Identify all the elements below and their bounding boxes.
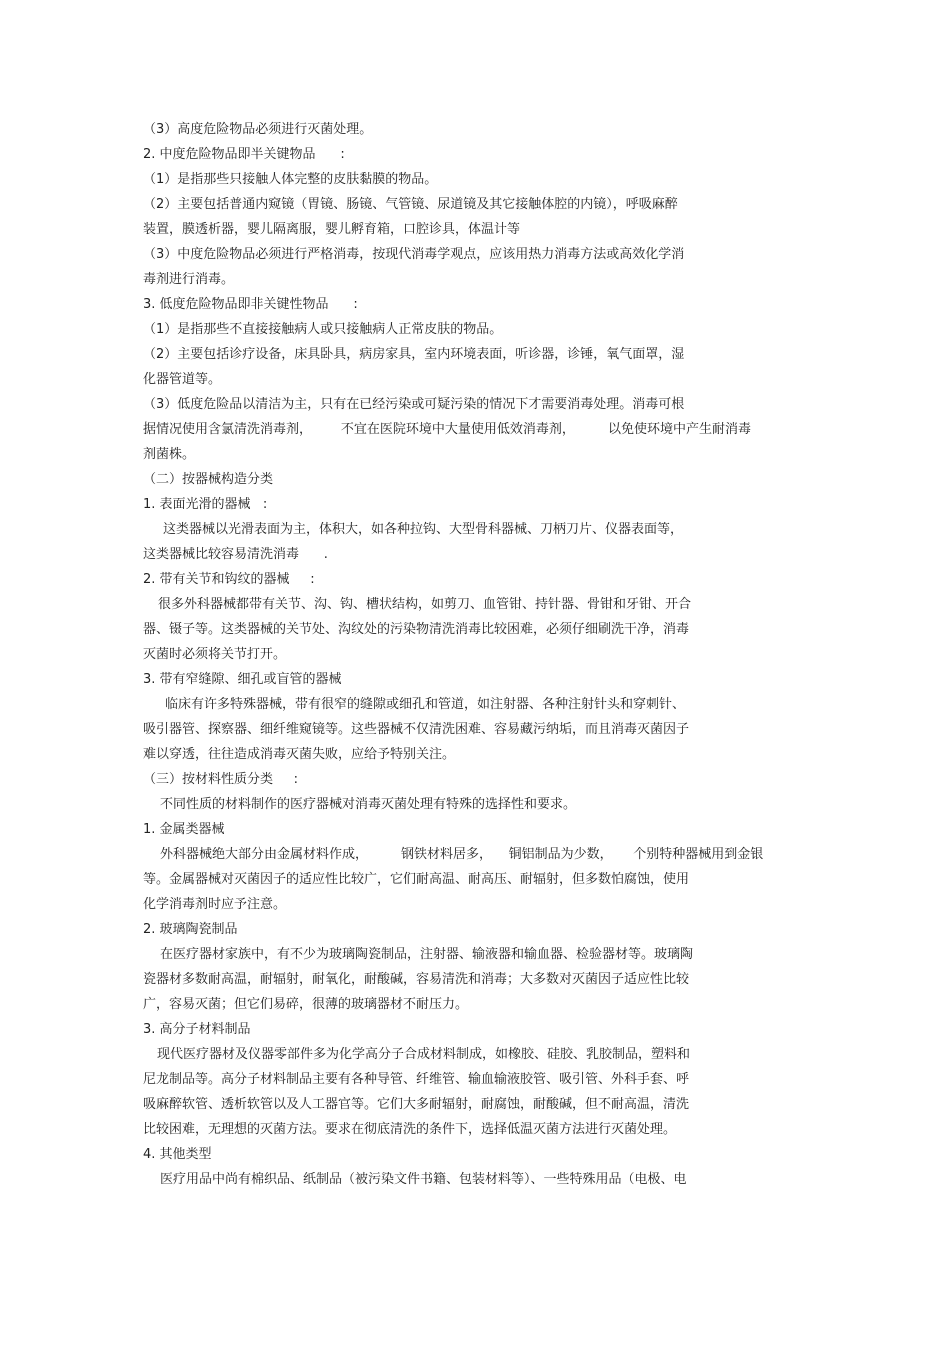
text-line: 在医疗器材家族中，有不少为玻璃陶瓷制品，注射器、输液器和输血器、检验器材等。玻璃陶 <box>160 947 694 962</box>
text-line: 灭菌时必须将关节打开。 <box>143 647 287 662</box>
text-line: （3）中度危险物品必须进行严格消毒，按现代消毒学观点，应该用热力消毒方法或高效化学消 <box>143 247 685 262</box>
text-line: 据情况使用含氯清洗消毒剂， 不宜在医院环境中大量使用低效消毒剂， 以免使环境中产生耐消毒 <box>143 422 751 437</box>
text-line: （二）按器械构造分类 <box>143 472 274 487</box>
text-line: 化学消毒剂时应予注意。 <box>143 897 287 912</box>
text-line: 不同性质的材料制作的医疗器械对消毒灭菌处理有特殊的选择性和要求。 <box>160 797 577 812</box>
text-line: 现代医疗器材及仪器零部件多为化学高分子合成材料制成，如橡胶、硅胶、乳胶制品，塑料和 <box>157 1047 691 1062</box>
text-line: 难以穿透，往往造成消毒灭菌失败，应给予特别关注。 <box>143 747 456 762</box>
text-line: （1）是指那些不直接接触病人或只接触病人正常皮肤的物品。 <box>143 322 503 337</box>
text-line: 器、镊子等。这类器械的关节处、沟纹处的污染物清洗消毒比较困难，必须仔细刷洗干净，消毒 <box>143 622 690 637</box>
text-line: 吸引器管、探察器、细纤维窥镜等。这些器械不仅清洗困难、容易藏污纳垢，而且消毒灭菌因子 <box>143 722 690 737</box>
text-line: （2）主要包括普通内窥镜（胃镜、肠镜、气管镜、尿道镜及其它接触体腔的内镜），呼吸麻醉 <box>143 197 678 212</box>
text-line: 临床有许多特殊器械，带有很窄的缝隙或细孔和管道，如注射器、各种注射针头和穿刺针、 <box>165 697 686 712</box>
text-line: 毒剂进行消毒。 <box>143 272 235 287</box>
text-line: （3）低度危险品以清洁为主，只有在已经污染或可疑污染的情况下才需要消毒处理。消毒可根 <box>143 397 685 412</box>
text-line: 这类器械比较容易清洗消毒 . <box>143 547 328 562</box>
text-line: 瓷器材多数耐高温，耐辐射，耐氧化，耐酸碱，容易清洗和消毒；大多数对灭菌因子适应性比较 <box>143 972 690 987</box>
text-line: 装置，膜透析器，婴儿隔离服，婴儿孵育箱，口腔诊具，体温计等 <box>143 222 521 237</box>
text-line: 3. 带有窄缝隙、细孔或盲管的器械 <box>143 672 342 687</box>
text-line: 等。金属器械对灭菌因子的适应性比较广，它们耐高温、耐高压、耐辐射，但多数怕腐蚀，使用 <box>143 872 690 887</box>
text-line: 尼龙制品等。高分子材料制品主要有各种导管、纤维管、输血输液胶管、吸引管、外科手套、呼 <box>143 1072 690 1087</box>
text-line: 3. 高分子材料制品 <box>143 1022 251 1037</box>
text-line: 1. 金属类器械 <box>143 822 225 837</box>
text-line: （1）是指那些只接触人体完整的皮肤黏膜的物品。 <box>143 172 438 187</box>
text-line: 医疗用品中尚有棉织品、纸制品（被污染文件书籍、包装材料等）、一些特殊用品（电极、电 <box>160 1172 687 1187</box>
text-line: 这类器械以光滑表面为主，体积大，如各种拉钩、大型骨科器械、刀柄刀片、仪器表面等， <box>163 522 684 537</box>
text-line: 吸麻醉软管、透析软管以及人工器官等。它们大多耐辐射，耐腐蚀，耐酸碱，但不耐高温，清洗 <box>143 1097 690 1112</box>
text-line: 4. 其他类型 <box>143 1147 212 1162</box>
text-line: 比较困难，无理想的灭菌方法。要求在彻底清洗的条件下，选择低温灭菌方法进行灭菌处理。 <box>143 1122 677 1137</box>
text-line: 很多外科器械都带有关节、沟、钩、槽状结构，如剪刀、血管钳、持针器、骨钳和牙钳、开合 <box>158 597 692 612</box>
text-line: 剂菌株。 <box>143 447 196 462</box>
text-line: （三）按材料性质分类 : <box>143 772 299 787</box>
text-line: 外科器械绝大部分由金属材料作成， 钢铁材料居多， 铜铝制品为少数， 个别特种器械用到金银 <box>160 847 764 862</box>
text-line: （3）高度危险物品必须进行灭菌处理。 <box>143 122 373 137</box>
text-line: 3. 低度危险物品即非关键性物品 : <box>143 297 358 312</box>
text-line: （2）主要包括诊疗设备，床具卧具，病房家具，室内环境表面，听诊器，诊锤，氧气面罩，湿 <box>143 347 685 362</box>
text-line: 广，容易灭菌；但它们易碎，很薄的玻璃器材不耐压力。 <box>143 997 469 1012</box>
text-line: 化器管道等。 <box>143 372 222 387</box>
text-line: 1. 表面光滑的器械 : <box>143 497 268 512</box>
text-line: 2. 玻璃陶瓷制品 <box>143 922 238 937</box>
text-line: 2. 中度危险物品即半关键物品 : <box>143 147 345 162</box>
text-line: 2. 带有关节和钩纹的器械 : <box>143 572 315 587</box>
